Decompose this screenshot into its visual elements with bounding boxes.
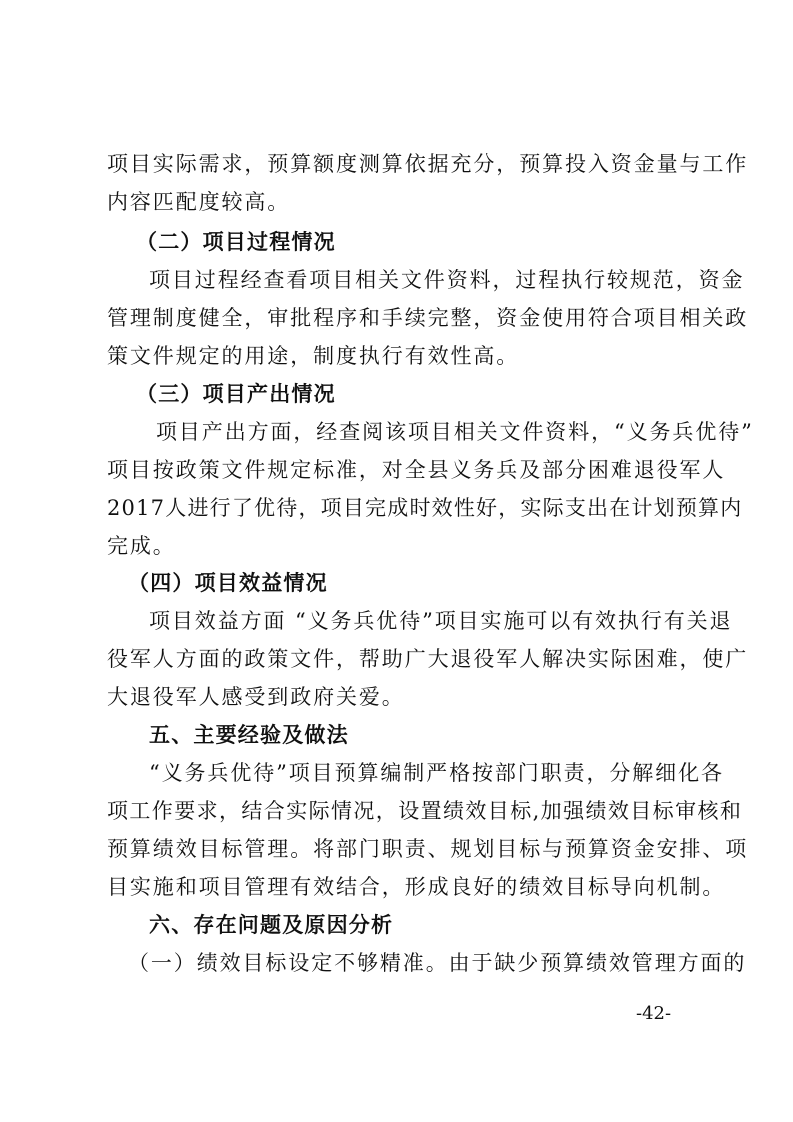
body-text-line: 项目效益方面 “义务兵优待”项目实施可以有效执行有关退 (149, 609, 733, 633)
body-text-line: 管理制度健全，审批程序和手续完整，资金使用符合项目相关政 (107, 306, 749, 330)
section-heading: （二）项目过程情况 (136, 230, 336, 254)
section-heading: 五、主要经验及做法 (149, 723, 349, 747)
section-heading: 六、存在问题及原因分析 (149, 913, 394, 937)
body-text-line: 项目过程经查看项目相关文件资料，过程执行较规范，资金 (149, 268, 745, 292)
section-heading: （三）项目产出情况 (136, 382, 336, 406)
body-text-line: 役军人方面的政策文件，帮助广大退役军人解决实际困难，使广 (107, 647, 749, 671)
body-text-line: 预算绩效目标管理。将部门职责、规划目标与预算资金安排、项 (107, 837, 749, 861)
body-text-line: “义务兵优待”项目预算编制严格按部门职责，分解细化各 (149, 761, 724, 785)
body-text-line: 目实施和项目管理有效结合，形成良好的绩效目标导向机制。 (107, 875, 726, 899)
body-text-line: 项目实际需求，预算额度测算依据充分，预算投入资金量与工作 (107, 152, 749, 176)
body-text-line: 大退役军人感受到政府关爱。 (107, 685, 405, 709)
body-text-line: 项目按政策文件规定标准，对全县义务兵及部分困难退役军人 (107, 458, 726, 482)
body-text-line: 2017人进行了优待，项目完成时效性好，实际支出在计划预算内 (107, 496, 743, 520)
body-text-line: 项工作要求，结合实际情况，设置绩效目标,加强绩效目标审核和 (107, 799, 743, 823)
body-text-line: 内容匹配度较高。 (107, 190, 291, 214)
body-text-line: 完成。 (107, 534, 176, 558)
body-text-line: 项目产出方面，经查阅该项目相关文件资料，“义务兵优待” (156, 420, 754, 444)
page-number: -42- (636, 1003, 672, 1024)
section-heading: （四）项目效益情况 (128, 571, 328, 595)
body-text-line: 策文件规定的用途，制度执行有效性高。 (107, 344, 520, 368)
body-text-line: （一）绩效目标设定不够精准。由于缺少预算绩效管理方面的 (128, 951, 747, 975)
